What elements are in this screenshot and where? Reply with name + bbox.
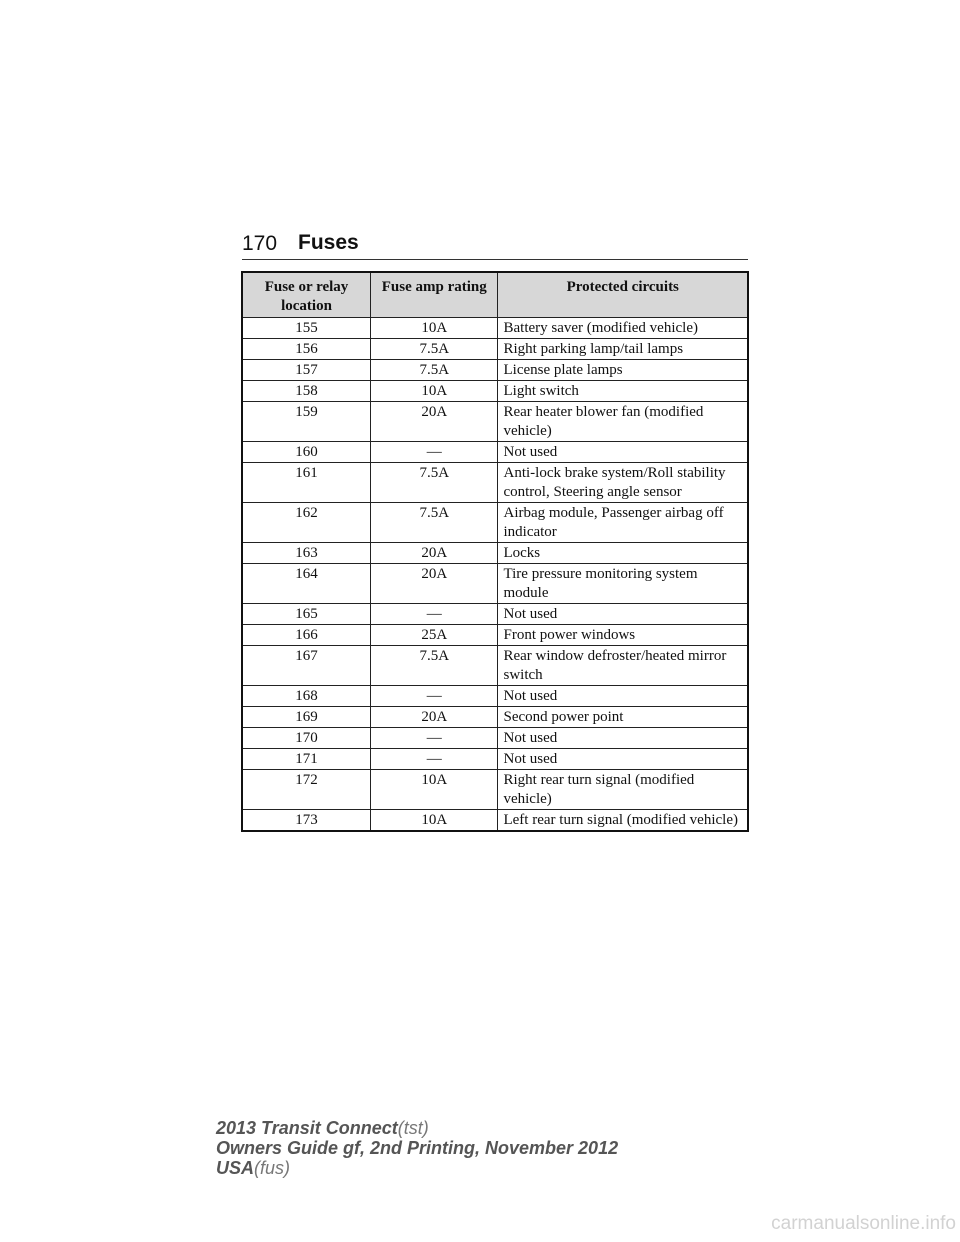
protected-circuits-cell: Tire pressure monitoring system module [498, 564, 748, 604]
footer-market: USA [216, 1158, 255, 1178]
fuse-location-cell: 167 [242, 646, 371, 686]
fuse-rating-cell: 20A [371, 564, 498, 604]
fuse-rating-cell: 7.5A [371, 463, 498, 503]
footer-model: 2013 Transit Connect [216, 1118, 398, 1138]
table-row [242, 728, 748, 749]
protected-circuits-cell: Rear heater blower fan (modified vehicle) [498, 402, 748, 442]
watermark: carmanualsonline.info [771, 1213, 956, 1234]
protected-circuits-cell: Front power windows [498, 625, 748, 646]
table-row [242, 503, 748, 543]
table-row [242, 442, 748, 463]
table-row [242, 646, 748, 686]
table-row [242, 360, 748, 381]
fuse-location-cell: 173 [242, 810, 371, 832]
footer-market-code: (fus) [254, 1158, 291, 1178]
fuse-location-cell: 155 [242, 318, 371, 339]
protected-circuits-cell: Not used [498, 442, 748, 463]
protected-circuits-cell: Locks [498, 543, 748, 564]
column-header-rating: Fuse amp rating [371, 272, 498, 318]
fuse-rating-cell: 10A [371, 318, 498, 339]
fuse-rating-cell: — [371, 728, 498, 749]
fuse-rating-cell: 10A [371, 770, 498, 810]
table-row [242, 749, 748, 770]
fuse-location-cell: 166 [242, 625, 371, 646]
fuse-rating-cell: 10A [371, 810, 498, 832]
fuse-rating-cell: 7.5A [371, 339, 498, 360]
protected-circuits-cell: Not used [498, 749, 748, 770]
fuse-location-cell: 171 [242, 749, 371, 770]
fuse-rating-cell: 20A [371, 402, 498, 442]
fuse-rating-cell: 20A [371, 707, 498, 728]
table-row [242, 339, 748, 360]
fuse-rating-cell: 7.5A [371, 646, 498, 686]
header-rule [242, 259, 748, 260]
fuse-location-cell: 157 [242, 360, 371, 381]
fuse-location-cell: 163 [242, 543, 371, 564]
protected-circuits-cell: Left rear turn signal (modified vehicle) [498, 810, 748, 832]
footer-model-code: (tst) [397, 1118, 429, 1138]
table-row [242, 564, 748, 604]
protected-circuits-cell: License plate lamps [498, 360, 748, 381]
fuse-rating-cell: 10A [371, 381, 498, 402]
fuse-rating-cell: 20A [371, 543, 498, 564]
fuse-table [241, 271, 749, 832]
protected-circuits-cell: Light switch [498, 381, 748, 402]
fuse-location-cell: 168 [242, 686, 371, 707]
fuse-location-cell: 169 [242, 707, 371, 728]
fuse-rating-cell: — [371, 442, 498, 463]
footer-line-2: Owners Guide gf, 2nd Printing, November 2012 [216, 1138, 619, 1158]
fuse-location-cell: 160 [242, 442, 371, 463]
table-row [242, 543, 748, 564]
fuse-rating-cell: — [371, 686, 498, 707]
section-title: Fuses [298, 231, 359, 254]
protected-circuits-cell: Airbag module, Passenger airbag off indicator [498, 503, 748, 543]
column-header-location: Fuse or relay location [242, 272, 371, 318]
protected-circuits-cell: Not used [498, 728, 748, 749]
protected-circuits-cell: Rear window defroster/heated mirror switch [498, 646, 748, 686]
fuse-location-cell: 165 [242, 604, 371, 625]
table-row [242, 707, 748, 728]
footer-line-3 [216, 1158, 618, 1178]
protected-circuits-cell: Not used [498, 604, 748, 625]
page-number: 170 [242, 232, 278, 255]
protected-circuits-cell: Anti-lock brake system/Roll stability control, Steering angle sensor [498, 463, 748, 503]
fuse-rating-cell: — [371, 749, 498, 770]
column-header-circuits: Protected circuits [498, 272, 748, 318]
fuse-location-cell: 162 [242, 503, 371, 543]
fuse-location-cell: 161 [242, 463, 371, 503]
table-row [242, 604, 748, 625]
fuse-location-cell: 159 [242, 402, 371, 442]
table-row [242, 686, 748, 707]
table-row [242, 318, 748, 339]
table-row [242, 402, 748, 442]
table-row [242, 463, 748, 503]
fuse-location-cell: 170 [242, 728, 371, 749]
page-header [242, 232, 748, 262]
protected-circuits-cell: Right parking lamp/tail lamps [498, 339, 748, 360]
fuse-location-cell: 164 [242, 564, 371, 604]
fuse-rating-cell: 7.5A [371, 503, 498, 543]
table-row [242, 381, 748, 402]
fuse-rating-cell: 7.5A [371, 360, 498, 381]
table-body [242, 318, 748, 832]
footer [216, 1118, 618, 1178]
fuse-location-cell: 158 [242, 381, 371, 402]
protected-circuits-cell: Second power point [498, 707, 748, 728]
fuse-location-cell: 156 [242, 339, 371, 360]
table-row [242, 770, 748, 810]
protected-circuits-cell: Not used [498, 686, 748, 707]
protected-circuits-cell: Battery saver (modified vehicle) [498, 318, 748, 339]
protected-circuits-cell: Right rear turn signal (modified vehicle) [498, 770, 748, 810]
fuse-rating-cell: 25A [371, 625, 498, 646]
fuse-rating-cell: — [371, 604, 498, 625]
footer-line-1 [216, 1118, 618, 1138]
table-row [242, 625, 748, 646]
table-row [242, 810, 748, 832]
fuse-location-cell: 172 [242, 770, 371, 810]
table-header [242, 272, 748, 318]
